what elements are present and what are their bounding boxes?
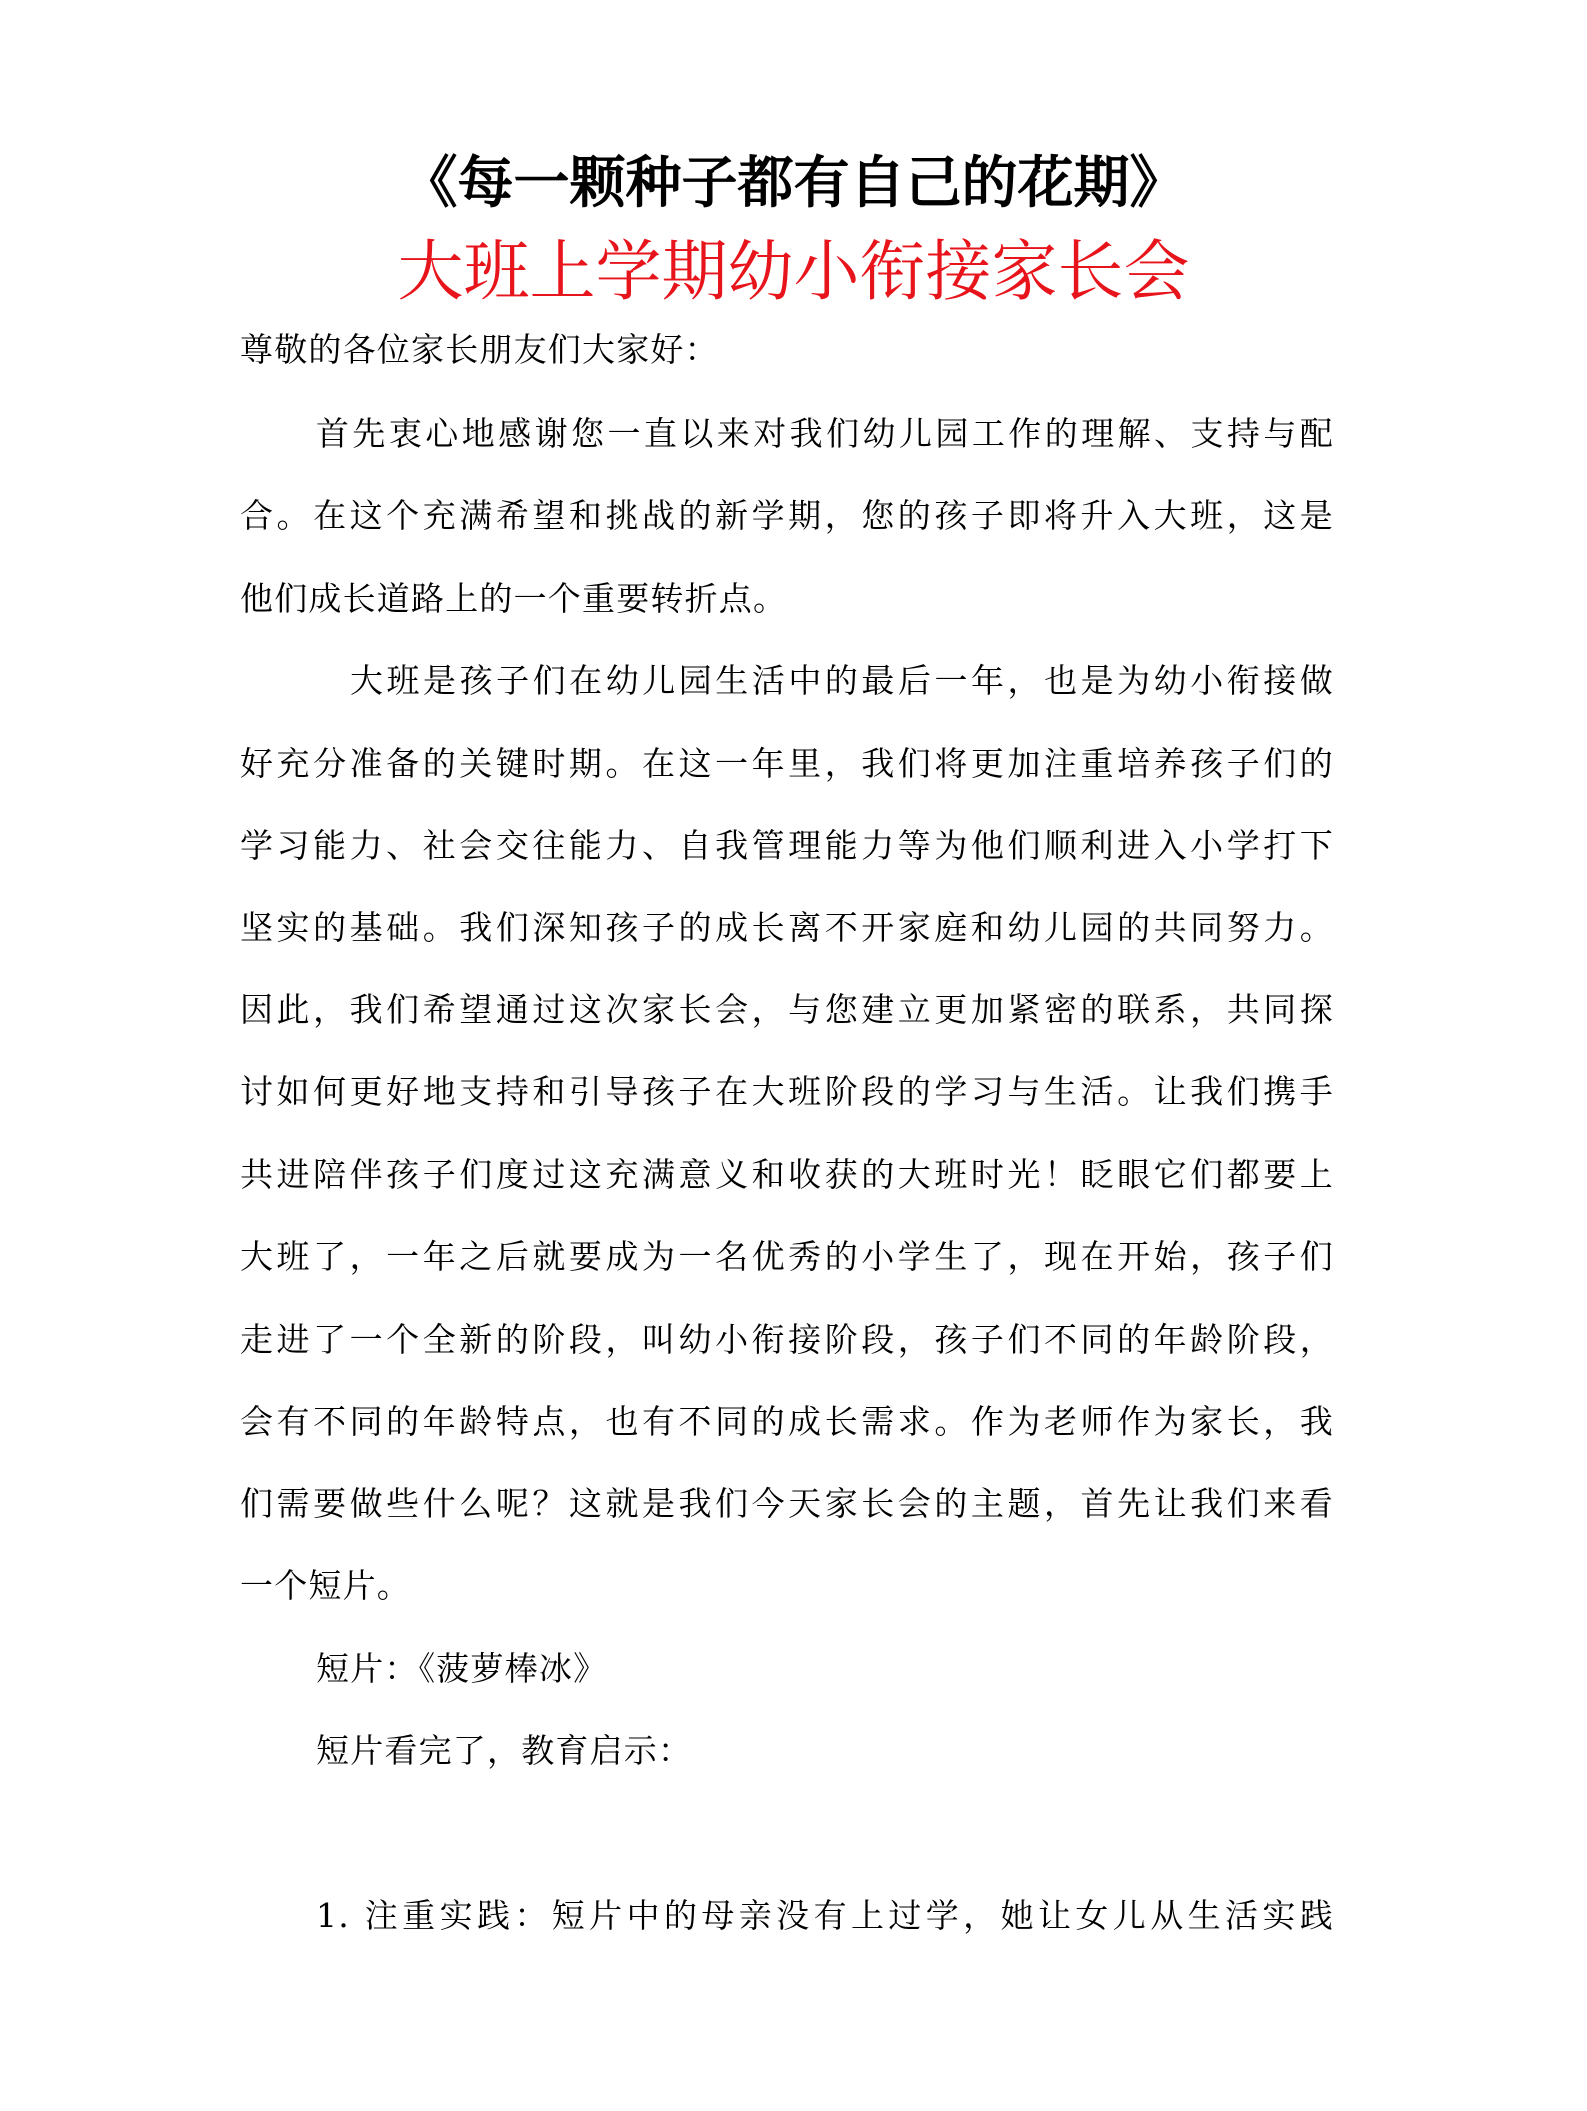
paragraph-2-line: 一个短片。 [240,1566,411,1605]
paragraph-2-line: 们需要做些什么呢？这就是我们今天家长会的主题，首先让我们来看 [240,1484,1334,1523]
paragraph-2-line: 因此，我们希望通过这次家长会，与您建立更加紧密的联系，共同探 [240,990,1334,1029]
document-title: 《每一颗种子都有自己的花期》 [401,150,1186,216]
greeting-line: 尊敬的各位家长朋友们大家好： [240,330,719,369]
paragraph-1-line: 他们成长道路上的一个重要转折点。 [240,579,788,618]
list-item-1: 1. 注重实践：短片中的母亲没有上过学，她让女儿从生活实践 [316,1896,1334,1935]
paragraph-2-line: 共进陪伴孩子们度过这充满意义和收获的大班时光！眨眼它们都要上 [240,1155,1334,1194]
paragraph-1-line: 合。在这个充满希望和挑战的新学期，您的孩子即将升入大班，这是 [240,496,1334,535]
paragraph-2-line: 会有不同的年龄特点，也有不同的成长需求。作为老师作为家长，我 [240,1402,1334,1441]
paragraph-1-line: 首先衷心地感谢您一直以来对我们幼儿园工作的理解、支持与配 [316,414,1334,453]
paragraph-2-line: 讨如何更好地支持和引导孩子在大班阶段的学习与生活。让我们携手 [240,1072,1334,1111]
after-video-line: 短片看完了，教育启示： [316,1731,693,1770]
paragraph-2-line: 好充分准备的关键时期。在这一年里，我们将更加注重培养孩子们的 [240,744,1334,783]
paragraph-2-line: 走进了一个全新的阶段，叫幼小衔接阶段，孩子们不同的年龄阶段， [240,1320,1334,1359]
paragraph-2-line: 大班了，一年之后就要成为一名优秀的小学生了，现在开始，孩子们 [240,1237,1334,1276]
paragraph-2-line: 坚实的基础。我们深知孩子的成长离不开家庭和幼儿园的共同努力。 [240,908,1334,947]
document-subtitle: 大班上学期幼小衔接家长会 [397,233,1190,310]
paragraph-2-line: 大班是孩子们在幼儿园生活中的最后一年，也是为幼小衔接做 [350,661,1334,700]
video-title-line: 短片：《菠萝棒冰》 [316,1649,608,1688]
paragraph-2-line: 学习能力、社会交往能力、自我管理能力等为他们顺利进入小学打下 [240,826,1334,865]
